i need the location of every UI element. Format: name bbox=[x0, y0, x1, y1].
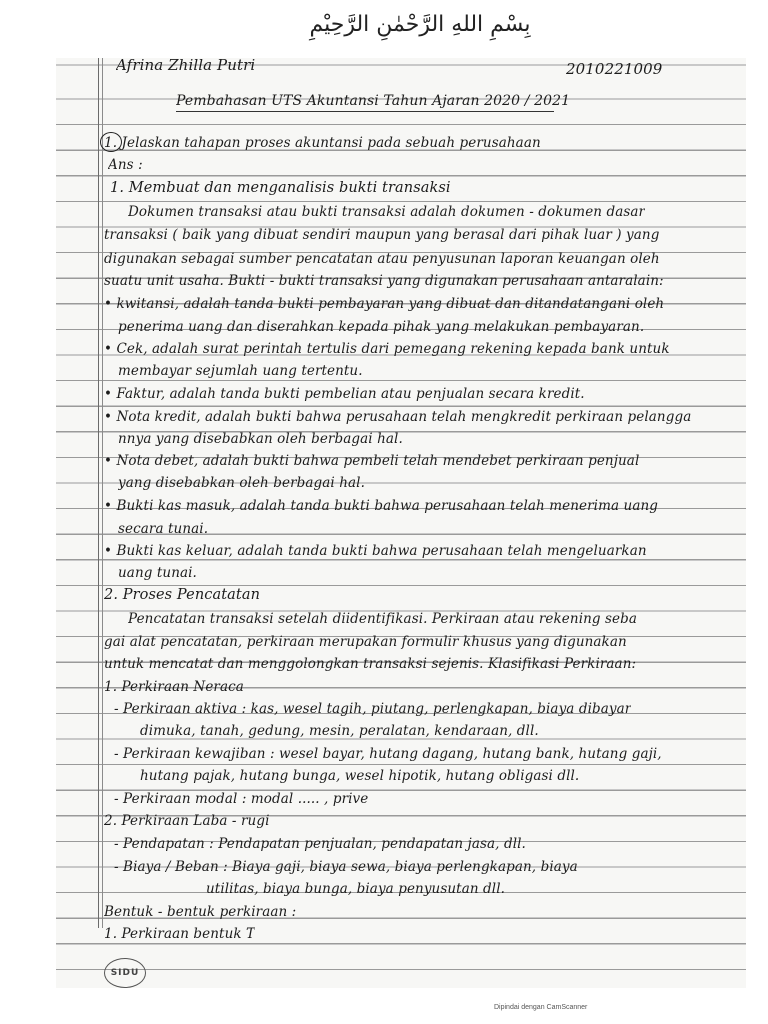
bullet-item: • Nota kredit, adalah bukti bahwa perusahaan telah mengkredit perkiraan pelangga bbox=[104, 409, 692, 425]
text-line: suatu unit usaha. Bukti - bukti transaksi yang digunakan perusahaan antaralain: bbox=[104, 273, 664, 289]
student-name: Afrina Zhilla Putri bbox=[116, 56, 256, 74]
text-line: gai alat pencatatan, perkiraan merupakan formulir khusus yang digunakan bbox=[104, 634, 627, 650]
page-title: Pembahasan UTS Akuntansi Tahun Ajaran 2020 / 2021 bbox=[176, 93, 571, 109]
question-line: 1. Jelaskan tahapan proses akuntansi pada sebuah perusahaan bbox=[104, 135, 541, 151]
list-item: - Biaya / Beban : Biaya gaji, biaya sewa, biaya perlengkapan, biaya bbox=[114, 859, 578, 875]
list-item: - Pendapatan : Pendapatan penjualan, pendapatan jasa, dll. bbox=[114, 836, 526, 852]
text-line: transaksi ( baik yang dibuat sendiri maupun yang berasal dari pihak luar ) yang bbox=[104, 227, 660, 243]
text-line: membayar sejumlah uang tertentu. bbox=[118, 363, 363, 379]
bullet-item: • Cek, adalah surat perintah tertulis dari pemegang rekening kepada bank untuk bbox=[104, 341, 670, 357]
text-line: nnya yang disebabkan oleh berbagai hal. bbox=[118, 431, 403, 447]
text-line: secara tunai. bbox=[118, 521, 209, 537]
text-line: penerima uang dan diserahkan kepada pihak yang melakukan pembayaran. bbox=[118, 319, 645, 335]
text-line: Dokumen transaksi atau bukti transaksi adalah dokumen - dokumen dasar bbox=[128, 204, 646, 220]
section-heading: 1. Membuat dan menganalisis bukti transaksi bbox=[110, 180, 451, 196]
text-line: dimuka, tanah, gedung, mesin, peralatan, kendaraan, dll. bbox=[140, 723, 539, 739]
list-item: - Perkiraan modal : modal ..... , prive bbox=[114, 791, 369, 807]
text-line: hutang pajak, hutang bunga, wesel hipotik, hutang obligasi dll. bbox=[140, 768, 580, 784]
scanner-watermark: Dipindai dengan CamScanner bbox=[494, 1004, 588, 1011]
text-line: Pencatatan transaksi setelah diidentifikasi. Perkiraan atau rekening seba bbox=[128, 611, 638, 627]
list-item: - Perkiraan kewajiban : wesel bayar, hutang dagang, hutang bank, hutang gaji, bbox=[114, 746, 662, 762]
subsection-heading: Bentuk - bentuk perkiraan : bbox=[104, 904, 297, 920]
text-line: utilitas, biaya bunga, biaya penyusutan dll. bbox=[206, 881, 506, 897]
bullet-item: • Nota debet, adalah bukti bahwa pembeli telah mendebet perkiraan penjual bbox=[104, 453, 640, 469]
answer-label: Ans : bbox=[108, 157, 143, 173]
margin-line bbox=[98, 58, 99, 928]
text-line: uang tunai. bbox=[118, 565, 197, 581]
text-line: yang disebabkan oleh berbagai hal. bbox=[118, 475, 365, 491]
section-heading: 2. Proses Pencatatan bbox=[104, 587, 261, 603]
text-line: digunakan sebagai sumber pencatatan atau penyusunan laporan keuangan oleh bbox=[104, 251, 660, 267]
bullet-item: • Bukti kas keluar, adalah tanda bukti bahwa perusahaan telah mengeluarkan bbox=[104, 543, 647, 559]
text-line: untuk mencatat dan menggolongkan transaksi sejenis. Klasifikasi Perkiraan: bbox=[104, 656, 637, 672]
bullet-item: • kwitansi, adalah tanda bukti pembayaran yang dibuat dan ditandatangani oleh bbox=[104, 296, 665, 312]
basmala-heading: بِسْمِ اللهِ الرَّحْمٰنِ الرَّحِيْمِ bbox=[309, 12, 531, 37]
margin-line-secondary bbox=[102, 58, 103, 928]
title-underline bbox=[176, 111, 554, 112]
subsection-heading: 1. Perkiraan Neraca bbox=[104, 679, 244, 695]
bullet-item: • Faktur, adalah tanda bukti pembelian atau penjualan secara kredit. bbox=[104, 386, 585, 402]
bullet-item: • Bukti kas masuk, adalah tanda bukti bahwa perusahaan telah menerima uang bbox=[104, 498, 659, 514]
notebook-brand-logo bbox=[104, 958, 146, 988]
student-id: 2010221009 bbox=[566, 60, 663, 78]
logo-text: SIDU bbox=[110, 968, 140, 978]
list-item: 1. Perkiraan bentuk T bbox=[104, 926, 256, 942]
list-item: - Perkiraan aktiva : kas, wesel tagih, piutang, perlengkapan, biaya dibayar bbox=[114, 701, 632, 717]
subsection-heading: 2. Perkiraan Laba - rugi bbox=[104, 813, 270, 829]
